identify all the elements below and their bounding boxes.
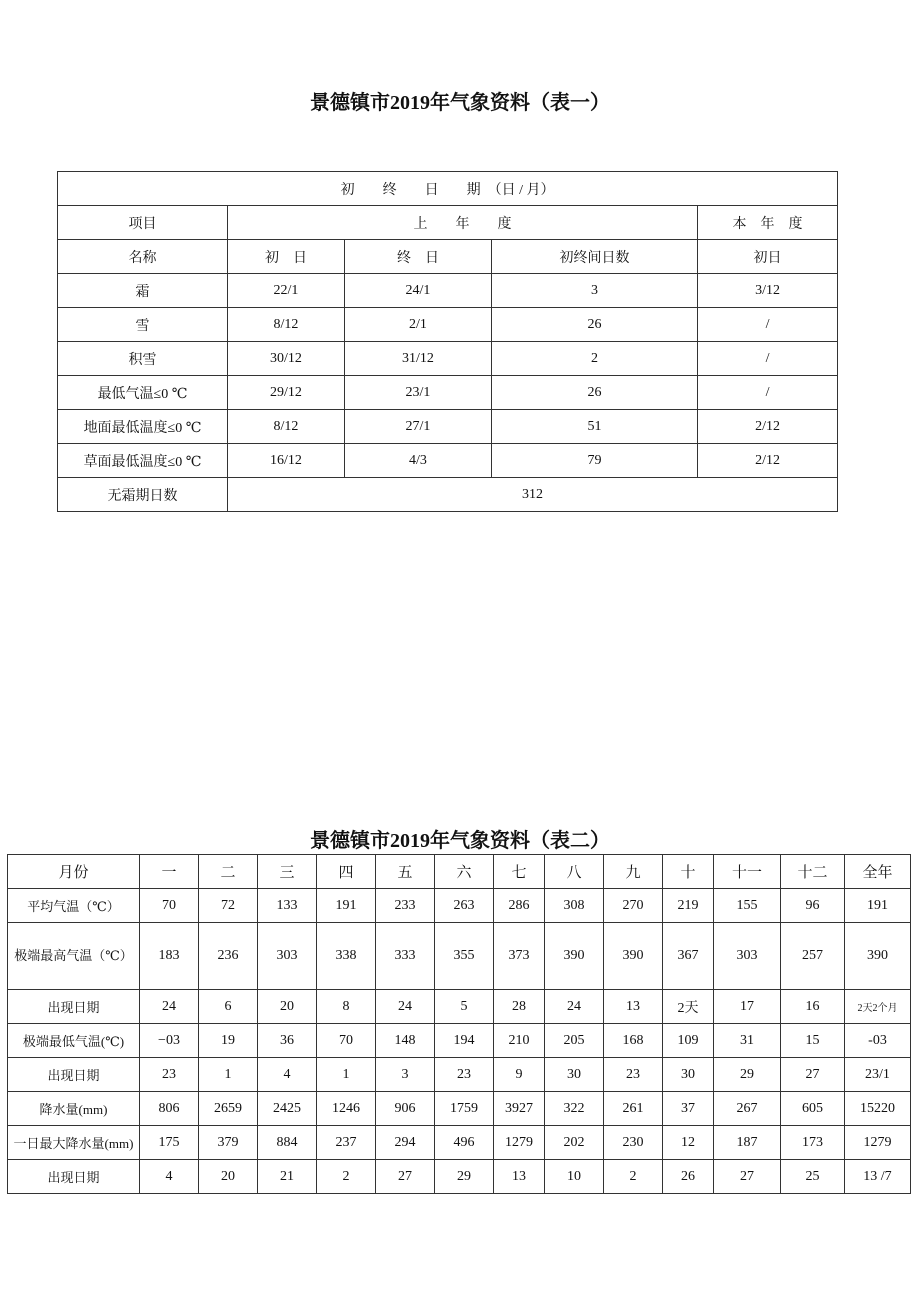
table2-monthly-climate — [7, 854, 911, 1194]
value-cell: 24 — [376, 990, 435, 1024]
value-cell: 4 — [140, 1160, 199, 1194]
value-cell: 202 — [545, 1126, 604, 1160]
row-label: 极端最低气温(℃) — [8, 1024, 140, 1058]
frost-free-value: 312 — [228, 478, 838, 512]
value-cell: 23 — [604, 1058, 663, 1092]
row-label: 出现日期 — [8, 1160, 140, 1194]
row-name: 霜 — [58, 274, 228, 308]
value-cell: 29 — [714, 1058, 781, 1092]
value-cell: 5 — [435, 990, 494, 1024]
table2-row — [8, 990, 911, 1024]
table1-row — [58, 342, 838, 376]
month-header: 四 — [317, 855, 376, 889]
sub-header-first: 初 日 — [228, 240, 345, 274]
interval-days: 3 — [492, 274, 698, 308]
value-cell: 263 — [435, 889, 494, 923]
value-cell: 333 — [376, 923, 435, 990]
table2-row — [8, 1024, 911, 1058]
first-date: 16/12 — [228, 444, 345, 478]
table2-row — [8, 1058, 911, 1092]
value-cell: 19 — [199, 1024, 258, 1058]
month-header: 十 — [663, 855, 714, 889]
value-cell: 13 /7 — [845, 1160, 911, 1194]
value-cell: 20 — [258, 990, 317, 1024]
month-header: 五 — [376, 855, 435, 889]
value-cell: 261 — [604, 1092, 663, 1126]
value-cell: 2 — [317, 1160, 376, 1194]
table2-row — [8, 889, 911, 923]
month-header: 八 — [545, 855, 604, 889]
value-cell: 884 — [258, 1126, 317, 1160]
value-cell: 1759 — [435, 1092, 494, 1126]
this-year-first: / — [698, 376, 838, 410]
item-label: 项目 — [58, 206, 228, 240]
value-cell: -03 — [845, 1024, 911, 1058]
first-date: 8/12 — [228, 410, 345, 444]
value-cell: 1 — [317, 1058, 376, 1092]
value-cell: 267 — [714, 1092, 781, 1126]
value-cell: 133 — [258, 889, 317, 923]
row-name: 雪 — [58, 308, 228, 342]
name-label: 名称 — [58, 240, 228, 274]
value-cell: 37 — [663, 1092, 714, 1126]
row-label: 平均气温（℃） — [8, 889, 140, 923]
value-cell: 29 — [435, 1160, 494, 1194]
last-date: 31/12 — [345, 342, 492, 376]
value-cell: 219 — [663, 889, 714, 923]
value-cell: 806 — [140, 1092, 199, 1126]
month-header: 一 — [140, 855, 199, 889]
value-cell: 173 — [781, 1126, 845, 1160]
last-date: 23/1 — [345, 376, 492, 410]
value-cell: 26 — [663, 1160, 714, 1194]
value-cell: 390 — [545, 923, 604, 990]
month-header: 九 — [604, 855, 663, 889]
value-cell: 183 — [140, 923, 199, 990]
row-label: 一日最大降水量(mm) — [8, 1126, 140, 1160]
value-cell: 13 — [604, 990, 663, 1024]
value-cell: 168 — [604, 1024, 663, 1058]
month-header: 六 — [435, 855, 494, 889]
value-cell: 15220 — [845, 1092, 911, 1126]
last-date: 27/1 — [345, 410, 492, 444]
last-date: 2/1 — [345, 308, 492, 342]
value-cell: 367 — [663, 923, 714, 990]
table2-row — [8, 1160, 911, 1194]
table1-row — [58, 444, 838, 478]
value-cell: 27 — [714, 1160, 781, 1194]
value-cell: 27 — [376, 1160, 435, 1194]
this-year-first: 2/12 — [698, 410, 838, 444]
value-cell: 12 — [663, 1126, 714, 1160]
row-name: 积雪 — [58, 342, 228, 376]
value-cell: 72 — [199, 889, 258, 923]
table2-header-row — [8, 855, 911, 889]
prev-year-header: 上 年 度 — [228, 206, 698, 240]
interval-days: 26 — [492, 308, 698, 342]
value-cell: 194 — [435, 1024, 494, 1058]
interval-days: 26 — [492, 376, 698, 410]
value-cell: 25 — [781, 1160, 845, 1194]
value-cell: 20 — [199, 1160, 258, 1194]
sub-header-this-first: 初日 — [698, 240, 838, 274]
interval-days: 51 — [492, 410, 698, 444]
value-cell: 3 — [376, 1058, 435, 1092]
value-cell: 270 — [604, 889, 663, 923]
value-cell: 237 — [317, 1126, 376, 1160]
value-cell: 2天 — [663, 990, 714, 1024]
value-cell: 6 — [199, 990, 258, 1024]
row-label: 极端最高气温（℃） — [8, 923, 140, 990]
table1-row — [58, 410, 838, 444]
value-cell: 4 — [258, 1058, 317, 1092]
month-header: 全年 — [845, 855, 911, 889]
month-header: 七 — [494, 855, 545, 889]
value-cell: 390 — [604, 923, 663, 990]
this-year-first: 3/12 — [698, 274, 838, 308]
table1-row — [58, 376, 838, 410]
sub-header-last: 终 日 — [345, 240, 492, 274]
value-cell: 236 — [199, 923, 258, 990]
sub-header-days: 初终间日数 — [492, 240, 698, 274]
value-cell: 8 — [317, 990, 376, 1024]
table1-banner: 初 终 日 期 （日 / 月） — [58, 172, 838, 206]
table1-row — [58, 308, 838, 342]
month-label: 月份 — [8, 855, 140, 889]
interval-days: 79 — [492, 444, 698, 478]
value-cell: 21 — [258, 1160, 317, 1194]
last-date: 4/3 — [345, 444, 492, 478]
value-cell: 2659 — [199, 1092, 258, 1126]
row-label: 出现日期 — [8, 1058, 140, 1092]
value-cell: 187 — [714, 1126, 781, 1160]
value-cell: 303 — [258, 923, 317, 990]
value-cell: 191 — [317, 889, 376, 923]
value-cell: 31 — [714, 1024, 781, 1058]
row-name: 最低气温≤0 ℃ — [58, 376, 228, 410]
value-cell: 1 — [199, 1058, 258, 1092]
table1-frost-dates — [57, 171, 838, 512]
value-cell: 373 — [494, 923, 545, 990]
value-cell: 36 — [258, 1024, 317, 1058]
value-cell: 28 — [494, 990, 545, 1024]
value-cell: 338 — [317, 923, 376, 990]
value-cell: 3927 — [494, 1092, 545, 1126]
table2-row — [8, 1092, 911, 1126]
value-cell: 10 — [545, 1160, 604, 1194]
value-cell: 1246 — [317, 1092, 376, 1126]
value-cell: 24 — [140, 990, 199, 1024]
row-name: 地面最低温度≤0 ℃ — [58, 410, 228, 444]
value-cell: 148 — [376, 1024, 435, 1058]
table1-title: 景德镇市2019年气象资料（表一） — [310, 92, 610, 114]
month-header: 二 — [199, 855, 258, 889]
value-cell: 70 — [317, 1024, 376, 1058]
value-cell: 155 — [714, 889, 781, 923]
first-date: 8/12 — [228, 308, 345, 342]
value-cell: 1279 — [845, 1126, 911, 1160]
value-cell: 390 — [845, 923, 911, 990]
value-cell: 9 — [494, 1058, 545, 1092]
value-cell: 96 — [781, 889, 845, 923]
value-cell: 23 — [140, 1058, 199, 1092]
value-cell: 322 — [545, 1092, 604, 1126]
value-cell: 1279 — [494, 1126, 545, 1160]
value-cell: 303 — [714, 923, 781, 990]
table1-row — [58, 274, 838, 308]
month-header: 三 — [258, 855, 317, 889]
value-cell: 70 — [140, 889, 199, 923]
table2-row — [8, 923, 911, 990]
value-cell: 175 — [140, 1126, 199, 1160]
value-cell: 23/1 — [845, 1058, 911, 1092]
value-cell: 2425 — [258, 1092, 317, 1126]
row-label: 降水量(mm) — [8, 1092, 140, 1126]
value-cell: 294 — [376, 1126, 435, 1160]
month-header: 十一 — [714, 855, 781, 889]
interval-days: 2 — [492, 342, 698, 376]
value-cell: 355 — [435, 923, 494, 990]
this-year-first: 2/12 — [698, 444, 838, 478]
value-cell: 605 — [781, 1092, 845, 1126]
value-cell: 2 — [604, 1160, 663, 1194]
first-date: 22/1 — [228, 274, 345, 308]
value-cell: 17 — [714, 990, 781, 1024]
first-date: 29/12 — [228, 376, 345, 410]
value-cell: 109 — [663, 1024, 714, 1058]
table2-title: 景德镇市2019年气象资料（表二） — [310, 830, 610, 852]
value-cell: 24 — [545, 990, 604, 1024]
value-cell: 906 — [376, 1092, 435, 1126]
value-cell: 257 — [781, 923, 845, 990]
first-date: 30/12 — [228, 342, 345, 376]
value-cell: 16 — [781, 990, 845, 1024]
month-header: 十二 — [781, 855, 845, 889]
value-cell: 15 — [781, 1024, 845, 1058]
value-cell: 30 — [545, 1058, 604, 1092]
value-cell: 23 — [435, 1058, 494, 1092]
value-cell: 210 — [494, 1024, 545, 1058]
row-name: 草面最低温度≤0 ℃ — [58, 444, 228, 478]
last-date: 24/1 — [345, 274, 492, 308]
frost-free-label: 无霜期日数 — [58, 478, 228, 512]
value-cell: 191 — [845, 889, 911, 923]
value-cell: 2天2个月 — [845, 990, 911, 1024]
this-year-header: 本 年 度 — [698, 206, 838, 240]
value-cell: 27 — [781, 1058, 845, 1092]
value-cell: 496 — [435, 1126, 494, 1160]
table2-row — [8, 1126, 911, 1160]
value-cell: 286 — [494, 889, 545, 923]
value-cell: 233 — [376, 889, 435, 923]
value-cell: 30 — [663, 1058, 714, 1092]
value-cell: 230 — [604, 1126, 663, 1160]
value-cell: 205 — [545, 1024, 604, 1058]
value-cell: 308 — [545, 889, 604, 923]
row-label: 出现日期 — [8, 990, 140, 1024]
value-cell: 379 — [199, 1126, 258, 1160]
this-year-first: / — [698, 342, 838, 376]
value-cell: 13 — [494, 1160, 545, 1194]
this-year-first: / — [698, 308, 838, 342]
value-cell: −03 — [140, 1024, 199, 1058]
